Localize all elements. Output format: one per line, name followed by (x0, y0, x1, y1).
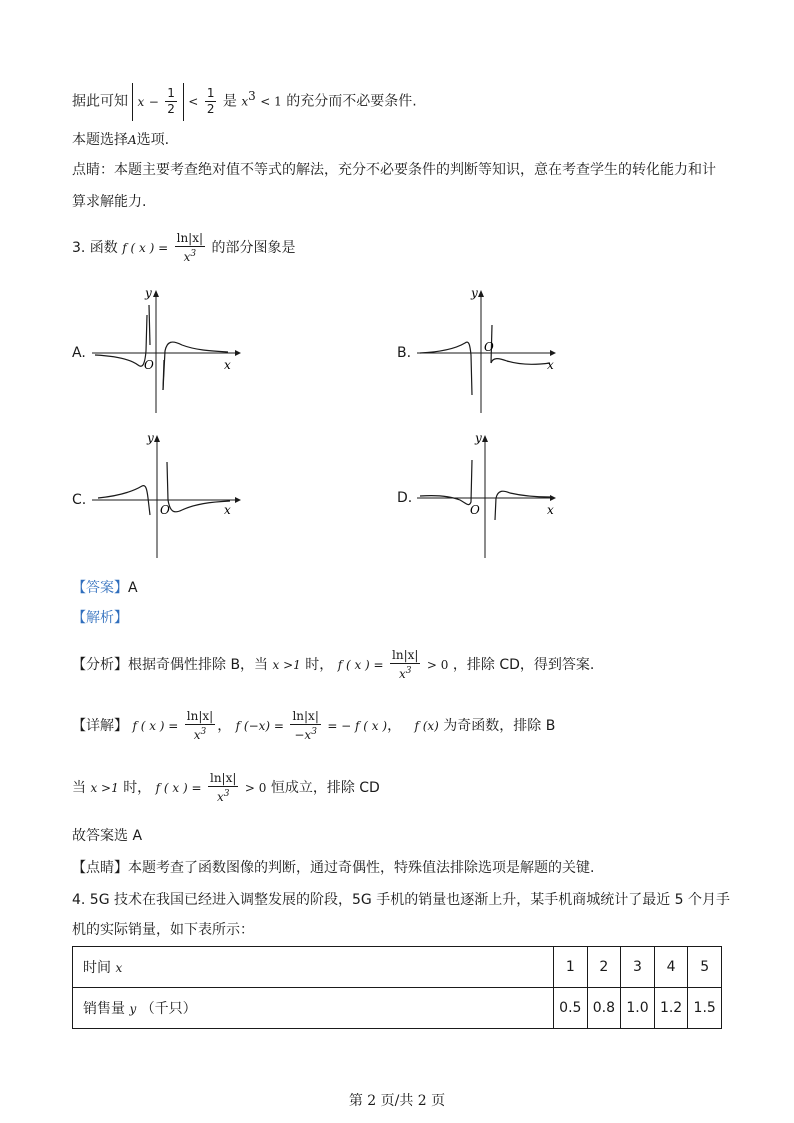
guzhi-line: 故答案选 A (72, 828, 143, 844)
line-comment-1: 点睛：本题主要考查绝对值不等式的解法，充分不必要条件的判断等知识，意在考查学生的转化能力和计 (72, 162, 716, 178)
table-cell: 0.5 (554, 988, 588, 1029)
origin-label: O (484, 340, 494, 354)
origin-label: O (144, 358, 154, 372)
answer-value: A (128, 580, 138, 596)
table-row (73, 988, 722, 1029)
dianjing-2-line: 【点睛】本题考查了函数图像的判断，通过奇偶性，特殊值法排除选项是解题的关键. (72, 860, 595, 876)
table-cell: 3 (621, 947, 655, 988)
sales-table (72, 946, 722, 1029)
table-row (73, 947, 722, 988)
line-choice: 本题选择A选项. (72, 132, 170, 148)
xiangjie-fraction-2: $\frac{\ln|x|}{-x^3}$ (292, 709, 319, 742)
line-comment-2: 算求解能力. (72, 194, 147, 210)
fenxi-line: 【分析】根据奇偶性排除 B，当 x >1 时， f ( x ) = $\frac{\ln|x|}{x^3}$ > 0 ，排除 CD，得到答案. (72, 648, 595, 681)
y-axis-label: y (145, 286, 152, 300)
y-axis-label: y (471, 286, 478, 300)
answer-tag: 【答案】 (72, 580, 128, 596)
row-head-sales: 销售量 y （千只） (73, 988, 554, 1029)
table-cell: 1.0 (621, 988, 655, 1029)
xiangjie-fraction-1: $\frac{\ln|x|}{x^3}$ (186, 709, 214, 742)
line-conclusion: 据此可知 x − $\frac{1}{2}$ < $\frac{1}{2}$ 是 $x^3 < 1$ 的充分而不必要条件. (72, 76, 417, 116)
y-axis-label: y (475, 431, 482, 445)
x-axis-label: x (547, 358, 554, 372)
table-cell: 1 (554, 947, 588, 988)
table-cell: 4 (654, 947, 688, 988)
dang-fraction: $\frac{\ln|x|}{x^3}$ (209, 771, 237, 804)
x-axis-label: x (547, 503, 554, 517)
fraction-half-2: $\frac{1}{2}$ (206, 86, 215, 117)
origin-label: O (160, 503, 170, 517)
graph-d (415, 430, 575, 565)
option-d-label: D. (397, 490, 413, 506)
table-cell: 2 (587, 947, 621, 988)
graph-c (90, 430, 250, 565)
row-head-time: 时间 x (73, 947, 554, 988)
q3-fraction: $\frac{\ln|x|}{x^3}$ (176, 231, 204, 264)
question-4-line-2: 机的实际销量，如下表所示： (72, 922, 254, 938)
dang-line: 当 x >1 时， f ( x ) = $\frac{\ln|x|}{x^3}$ > 0 恒成立，排除 CD (72, 771, 380, 804)
analysis-tag: 【解析】 (72, 610, 128, 626)
fenxi-fraction: $\frac{\ln|x|}{x^3}$ (392, 648, 419, 681)
graph-b (415, 285, 575, 420)
answer-line (72, 578, 138, 598)
option-b-label: B. (397, 345, 412, 361)
question-3: 3. 函数 f ( x ) = $\frac{\ln|x|}{x^3}$ 的部分图象是 (72, 231, 296, 264)
graph-a (90, 285, 250, 420)
fraction-half: $\frac{1}{2}$ (167, 86, 175, 117)
x-axis-label: x (224, 503, 231, 517)
option-a-label: A. (72, 345, 86, 361)
table-cell: 1.5 (688, 988, 722, 1029)
table-cell: 0.8 (587, 988, 621, 1029)
table-cell: 1.2 (654, 988, 688, 1029)
analysis-tag-line (72, 608, 128, 628)
page-footer: 第 2 页/共 2 页 (348, 1093, 446, 1109)
y-axis-label: y (147, 431, 154, 445)
x-axis-label: x (224, 358, 231, 372)
question-4-line-1: 4. 5G 技术在我国已经进入调整发展的阶段，5G 手机的销量也逐渐上升，某手机商城统计了最近 5 个月手 (72, 892, 731, 908)
option-c-label: C. (72, 492, 87, 508)
abs-expression: x − $\frac{1}{2}$ (132, 83, 183, 121)
table-cell: 5 (688, 947, 722, 988)
origin-label: O (470, 503, 480, 517)
xiangjie-line: 【详解】 f ( x ) = $\frac{\ln|x|}{x^3}$ ， f (−x) = $\frac{\ln|x|}{-x^3}$ = − f ( x )， f (x) 为奇函数，排除 B (72, 709, 556, 742)
